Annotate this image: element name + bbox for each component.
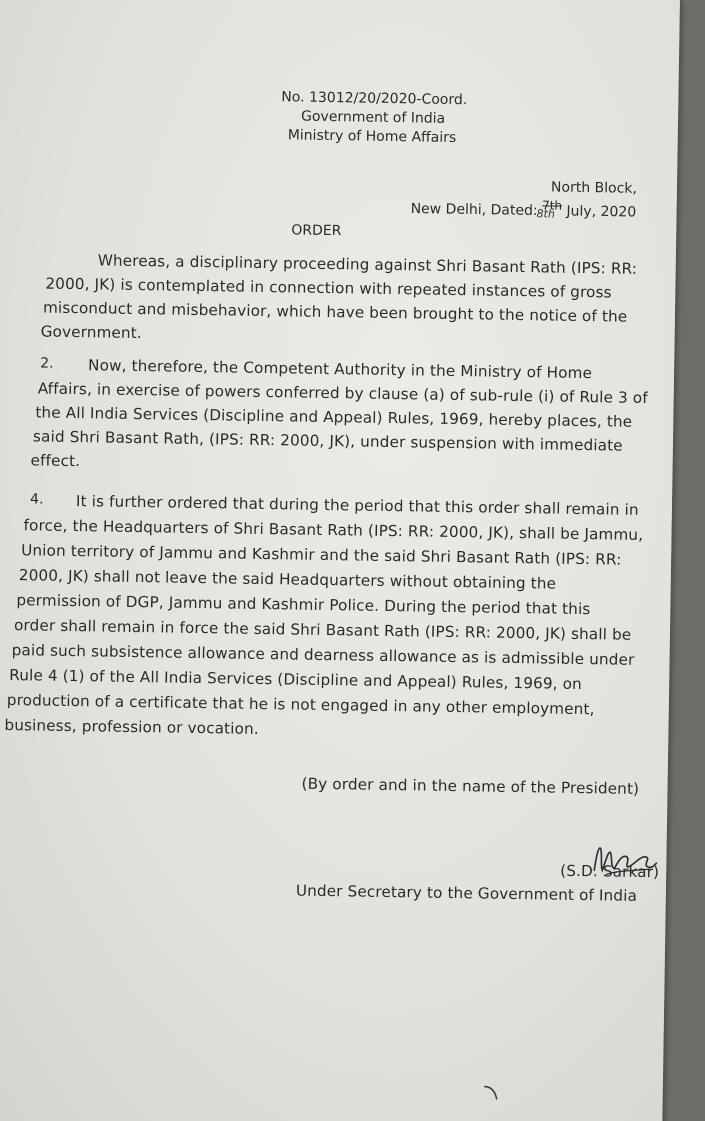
para1-line-3: misconduct and misbehavior, which have been brought to the notice of the [42,298,628,326]
para4-line-1: It is further ordered that during the period that this order shall remain in [75,492,639,519]
pen-mark [483,1083,503,1103]
date-line [411,196,637,220]
order-title: ORDER [291,222,342,240]
para4-line-8: Rule 4 (1) of the All India Services (Discipline and Appeal) Rules, 1969, on [9,666,583,694]
place-line: North Block, [550,179,638,197]
signatory-designation: Under Secretary to the Government of India [295,881,638,905]
para4-line-7: paid such subsistence allowance and dearness allowance as is admissible under [11,641,635,669]
date-handwritten-correction: 8th [536,207,555,221]
para4-line-10: business, profession or vocation. [4,715,259,738]
ministry-line: Ministry of Home Affairs [287,127,457,146]
para4-line-2: force, the Headquarters of Shri Basant Rath (IPS: RR: 2000, JK), shall be Jammu, [23,516,644,544]
para1-line-1: Whereas, a disciplinary proceeding against Shri Basant Rath (IPS: RR: [97,251,638,278]
date-rest: July, 2020 [561,203,637,221]
para4-line-9: production of a certificate that he is not engaged in any other employment, [6,691,595,719]
para2-line-4: said Shri Basant Rath, (IPS: RR: 2000, JK), under suspension with immediate [32,427,623,455]
para2-line-3: the All India Services (Discipline and Appeal) Rules, 1969, hereby places, the [35,403,633,431]
para2-line-5: effect. [30,451,81,471]
para4-line-3: Union territory of Jammu and Kashmir and the said Shri Basant Rath (IPS: RR: [21,541,622,569]
para4-number: 4. [29,491,44,508]
para1-line-4: Government. [40,322,142,343]
para2-number: 2. [40,355,54,372]
date-prefix: New Delhi, Dated: [410,200,543,220]
para4-line-6: order shall remain in force the said Shri Basant Rath (IPS: RR: 2000, JK) shall be [13,616,632,644]
reference-number: No. 13012/20/2020-Coord. [281,89,468,109]
government-line: Government of India [300,108,446,127]
para1-line-2: 2000, JK) is contemplated in connection with repeated instances of gross [45,274,612,302]
date-day: 7th [542,198,563,213]
by-order-line: (By order and in the name of the President) [301,774,640,798]
signatory-name: (S.D. Sarkar) [560,861,660,882]
para4-line-5: permission of DGP, Jammu and Kashmir Police. During the period that this [16,591,591,619]
para2-line-2: Affairs, in exercise of powers conferred by clause (a) of sub-rule (i) of Rule 3 of [37,379,648,408]
para2-line-1: Now, therefore, the Competent Authority in the Ministry of Home [87,356,593,383]
para4-line-4: 2000, JK) shall not leave the said Headquarters without obtaining the [18,566,557,593]
